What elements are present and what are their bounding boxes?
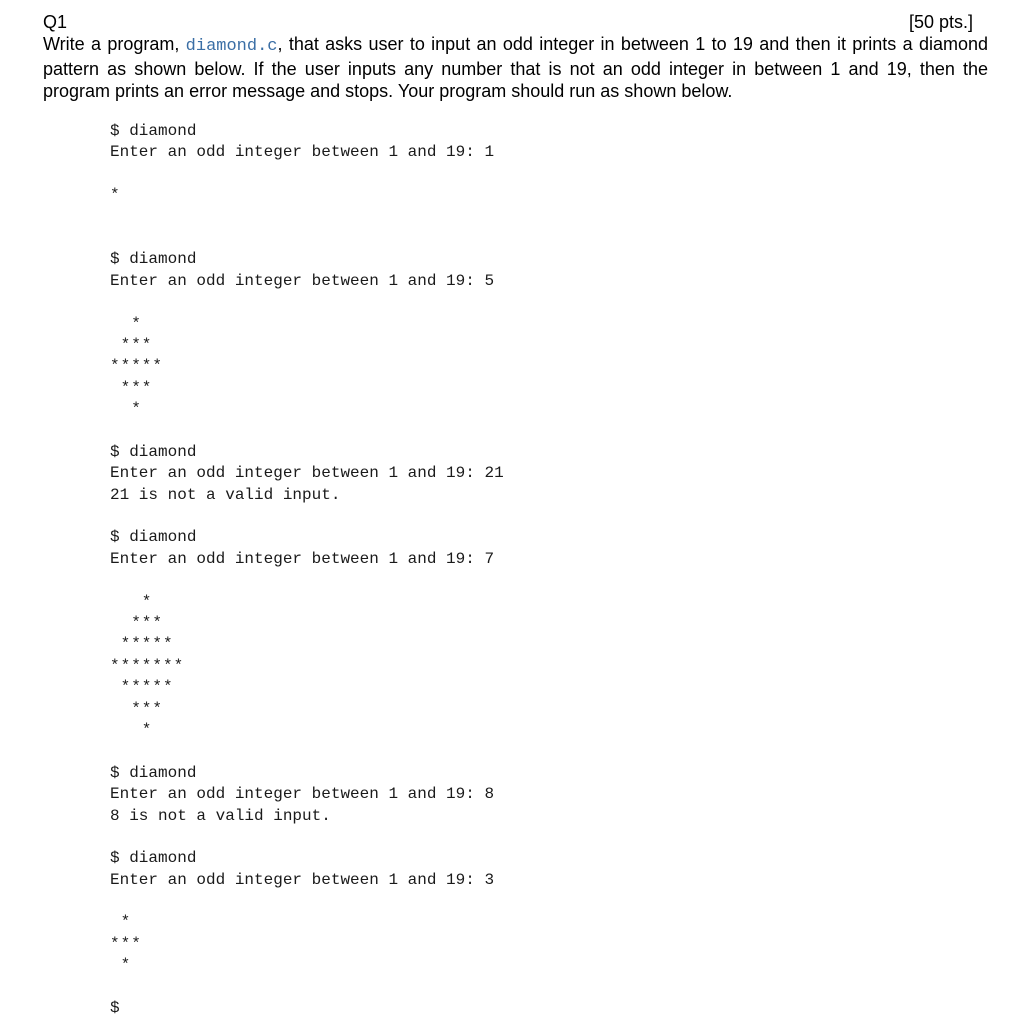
terminal-blank-line	[110, 164, 504, 185]
diamond-row: *******	[110, 656, 185, 675]
question-prompt	[43, 33, 988, 102]
terminal-command-line: $ diamond	[110, 122, 197, 140]
diamond-row: *	[110, 720, 153, 739]
terminal-error-message: 21 is not a valid input.	[110, 485, 341, 504]
diamond-row: *	[110, 186, 121, 205]
diamond-row: *	[110, 400, 142, 419]
question-number: Q1	[43, 12, 68, 32]
diamond-row: *****	[110, 357, 164, 376]
terminal-input-prompt: Enter an odd integer between 1 and 19: 1	[110, 143, 495, 162]
prompt-text-start: Write a program,	[43, 34, 186, 54]
diamond-row: *	[110, 592, 153, 611]
terminal-command-line: $ diamond	[110, 442, 197, 461]
diamond-row: ***	[110, 378, 153, 397]
terminal-error-message: 8 is not a valid input.	[110, 806, 331, 825]
terminal-blank-line	[110, 891, 504, 912]
diamond-row: *	[110, 314, 142, 333]
terminal-command-line: $ diamond	[110, 849, 197, 868]
terminal-input-prompt: Enter an odd integer between 1 and 19: 7	[110, 549, 495, 568]
terminal-command-line: $ diamond	[110, 763, 197, 782]
terminal-blank-line	[110, 977, 504, 998]
terminal-blank-line	[110, 741, 504, 762]
filename-code: diamond.c	[185, 37, 278, 56]
terminal-command-line: $ diamond	[110, 528, 197, 547]
terminal-blank-line	[110, 506, 504, 527]
terminal-command-line: $	[110, 999, 120, 1018]
diamond-row: ***	[110, 613, 164, 632]
question-points: [50 pts.]	[908, 12, 973, 32]
question-header	[43, 11, 988, 33]
question-block	[43, 11, 988, 102]
terminal-input-prompt: Enter an odd integer between 1 and 19: 21	[110, 464, 504, 483]
diamond-row: ***	[110, 699, 164, 718]
diamond-row: *	[110, 913, 132, 932]
diamond-row: *****	[110, 678, 174, 697]
terminal-blank-line	[110, 207, 504, 228]
terminal-blank-line	[110, 292, 504, 313]
diamond-row: ***	[110, 934, 142, 953]
terminal-input-prompt: Enter an odd integer between 1 and 19: 3	[110, 870, 495, 889]
terminal-blank-line	[110, 420, 504, 441]
terminal-sample-output	[110, 121, 504, 1019]
diamond-row: ***	[110, 335, 153, 354]
prompt-text-end: , that asks user to input an odd integer in between 1 to 19 and then it prints a diamond pattern as shown below. If the user inputs any number that is not an odd integer in between 1 and 19, then the program prints an error message and stops. Your program should run as shown below.	[43, 34, 988, 101]
terminal-blank-line	[110, 228, 504, 249]
terminal-command-line: $ diamond	[110, 250, 197, 269]
terminal-blank-line	[110, 827, 504, 848]
terminal-input-prompt: Enter an odd integer between 1 and 19: 8	[110, 785, 495, 804]
terminal-input-prompt: Enter an odd integer between 1 and 19: 5	[110, 271, 495, 290]
diamond-row: *****	[110, 635, 174, 654]
diamond-row: *	[110, 956, 132, 975]
terminal-blank-line	[110, 570, 504, 591]
